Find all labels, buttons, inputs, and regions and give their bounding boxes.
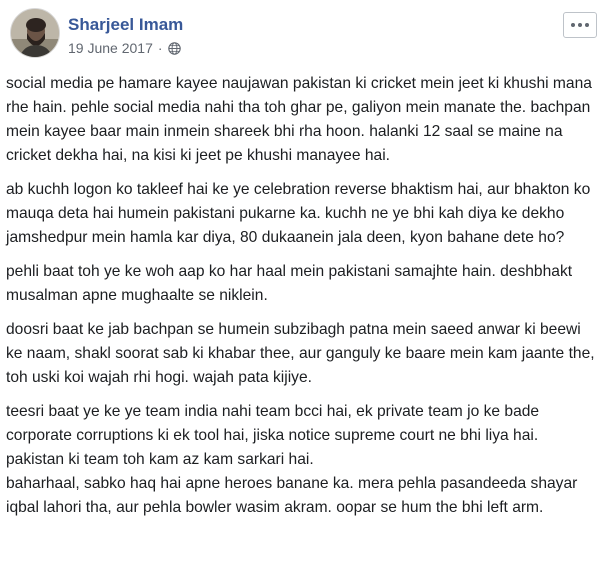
more-options-icon[interactable] [563, 12, 597, 38]
post-paragraph: baharhaal, sabko haq hai apne heroes banane ka. mera pehla pasandeeda shayar iqbal lahori tha, aur pehla bowler wasim akram. oopar se hum the bhi left arm. [6, 475, 578, 516]
post-paragraph: doosri baat ke jab bachpan se humein subzibagh patna mein saeed anwar ki beewi ke naam, shakl soorat sab ki khabar thee, aur ganguly ke baare mein kam jaante the, toh uski koi wajah rhi hogi. wajah pata kijiye. [6, 321, 595, 386]
post-timestamp[interactable]: 19 June 2017 [68, 40, 153, 56]
author-avatar[interactable] [10, 8, 60, 58]
separator-dot: · [157, 40, 163, 56]
globe-icon[interactable] [168, 42, 181, 55]
post-paragraph: teesri baat ye ke ye team india nahi team bcci hai, ek private team jo ke bade corporate corruptions ki ek tool hai, jiska notice supreme court ne bhi liya hai. pakistan ki team toh kam az kam sarkari hai. [6, 403, 540, 468]
post-paragraph: pehli baat toh ye ke woh aap ko har haal mein pakistani samajhte hain. deshbhakt musalman apne mughaalte se niklein. [6, 263, 573, 304]
post-meta [68, 8, 183, 57]
avatar-photo [11, 9, 60, 58]
author-name[interactable]: Sharjeel Imam [68, 15, 184, 34]
post-paragraph: ab kuchh logon ko takleef hai ke ye celebration reverse bhaktism hai, aur bhakton ko mauqa deta hai humein pakistani pukarne ka. kuchh ne ye bhi kah diya ke dekho jamshedpur mein hamla kar diya, 80 dukaanein jala deen, kyon bahane dete ho? [6, 181, 591, 246]
post-header [10, 8, 183, 58]
post-body [6, 72, 598, 520]
post-subline [68, 39, 183, 57]
post-paragraph: social media pe hamare kayee naujawan pakistan ki cricket mein jeet ki khushi mana rhe hain. pehle social media nahi tha toh ghar pe, galiyon mein manate the. bachpan mein kayee baar main inmein shareek bhi rha hoon. halanki 12 saal se maine na cricket dekha hai, na kisi ki jeet pe khushi manayee hai. [6, 75, 592, 164]
